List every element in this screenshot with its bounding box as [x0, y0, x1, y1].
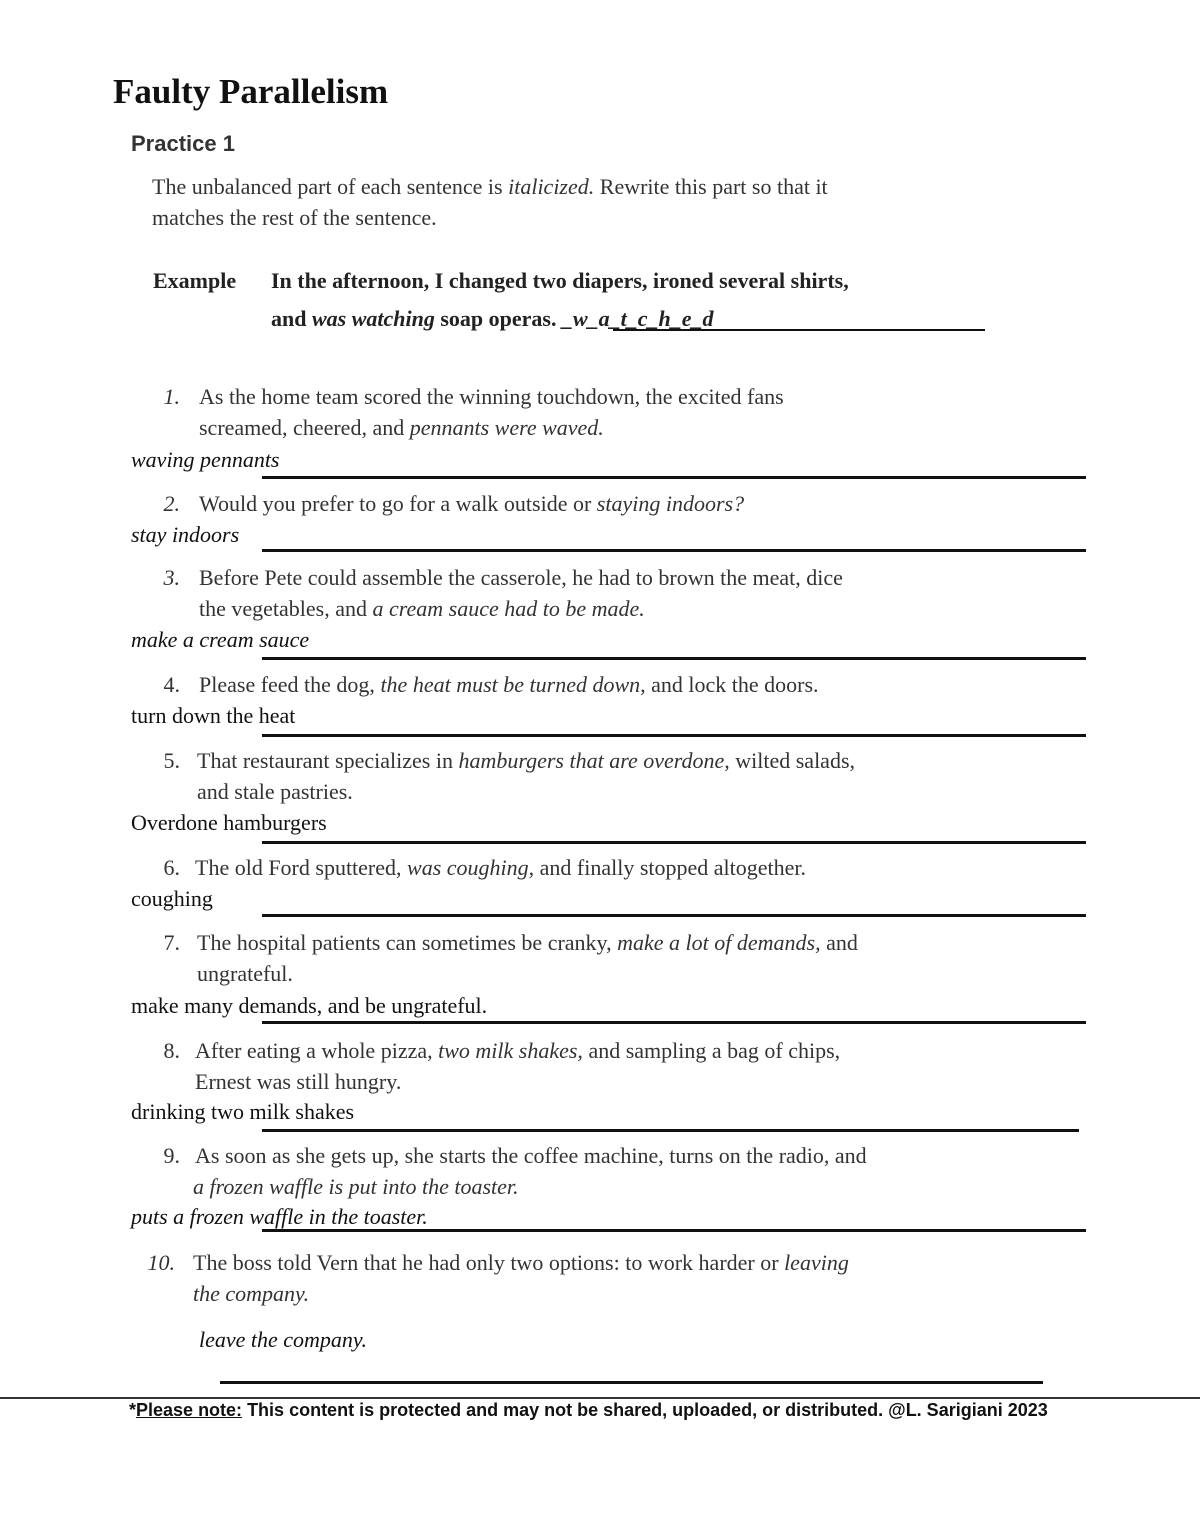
example-line-1: In the afternoon, I changed two diapers, ironed several shirts, [271, 268, 849, 293]
answer-8[interactable]: drinking two milk shakes [131, 1099, 355, 1124]
answer-2[interactable]: stay indoors [131, 522, 240, 547]
question-number: 6. [163, 855, 180, 880]
example-answer-line [613, 329, 985, 331]
answer-line-8 [262, 1129, 1079, 1132]
question-4-line-1: Please feed the dog, the heat must be turned down, and lock the doors. [199, 672, 819, 697]
answer-10[interactable]: leave the company. [199, 1327, 367, 1352]
question-1-line-1: As the home team scored the winning touchdown, the excited fans [199, 384, 784, 409]
question-1-line-2: screamed, cheered, and pennants were waved. [199, 415, 604, 440]
question-number: 7. [163, 930, 180, 955]
question-number: 10. [147, 1250, 175, 1275]
example-answer: _w_a_t_c_h_e_d [561, 306, 714, 331]
answer-5[interactable]: Overdone hamburgers [131, 810, 327, 835]
answer-7[interactable]: make many demands, and be ungrateful. [131, 993, 488, 1018]
answer-1[interactable]: waving pennants [131, 447, 280, 472]
page-title: Faulty Parallelism [113, 72, 389, 111]
answer-9[interactable]: puts a frozen waffle in the toaster. [131, 1204, 428, 1229]
answer-6[interactable]: coughing [131, 886, 213, 911]
answer-4[interactable]: turn down the heat [131, 703, 296, 728]
answer-line-4 [262, 734, 1086, 737]
instructions-line-1: The unbalanced part of each sentence is italicized. Rewrite this part so that it [152, 174, 828, 199]
question-number: 3. [163, 565, 180, 590]
question-10-line-2: the company. [193, 1281, 310, 1306]
answer-line-7 [262, 1021, 1086, 1024]
question-number: 9. [163, 1143, 180, 1168]
question-9-line-2: a frozen waffle is put into the toaster. [193, 1174, 519, 1199]
question-number: 2. [163, 491, 180, 516]
question-3-line-1: Before Pete could assemble the casserole, he had to brown the meat, dice [199, 565, 843, 590]
question-9-line-1: As soon as she gets up, she starts the coffee machine, turns on the radio, and [195, 1143, 867, 1168]
answer-3[interactable]: make a cream sauce [131, 627, 310, 652]
question-8-line-1: After eating a whole pizza, two milk shakes, and sampling a bag of chips, [195, 1038, 841, 1063]
question-8-line-2: Ernest was still hungry. [195, 1069, 402, 1094]
question-number: 8. [163, 1038, 180, 1063]
answer-line-5 [262, 841, 1086, 844]
practice-heading: Practice 1 [131, 131, 235, 156]
question-3-line-2: the vegetables, and a cream sauce had to be made. [199, 596, 645, 621]
question-2-line-1: Would you prefer to go for a walk outside or staying indoors? [199, 491, 745, 516]
answer-line-3 [262, 657, 1086, 660]
question-number: 4. [163, 672, 180, 697]
answer-line-10 [220, 1381, 1043, 1384]
question-number: 1. [163, 384, 180, 409]
question-7-line-1: The hospital patients can sometimes be cranky, make a lot of demands, and [197, 930, 858, 955]
question-5-line-2: and stale pastries. [197, 779, 353, 804]
question-10-line-1: The boss told Vern that he had only two options: to work harder or leaving [193, 1250, 849, 1275]
example-line-2: and was watching soap operas. _w_a_t_c_h_e_d [271, 306, 714, 331]
example-label: Example [153, 268, 237, 293]
answer-line-6 [262, 914, 1086, 917]
question-7-line-2: ungrateful. [197, 961, 293, 986]
question-number: 5. [163, 748, 180, 773]
answer-line-1 [262, 476, 1086, 479]
copyright-footer: *Please note: This content is protected and may not be shared, uploaded, or distributed. @L. Sarigiani 2023 [129, 1400, 1048, 1420]
instructions-line-2: matches the rest of the sentence. [152, 205, 437, 230]
answer-line-9 [262, 1229, 1086, 1232]
question-5-line-1: That restaurant specializes in hamburgers that are overdone, wilted salads, [197, 748, 856, 773]
footer-divider [0, 1397, 1200, 1399]
question-6-line-1: The old Ford sputtered, was coughing, and finally stopped altogether. [195, 855, 807, 880]
answer-line-2 [262, 549, 1086, 552]
